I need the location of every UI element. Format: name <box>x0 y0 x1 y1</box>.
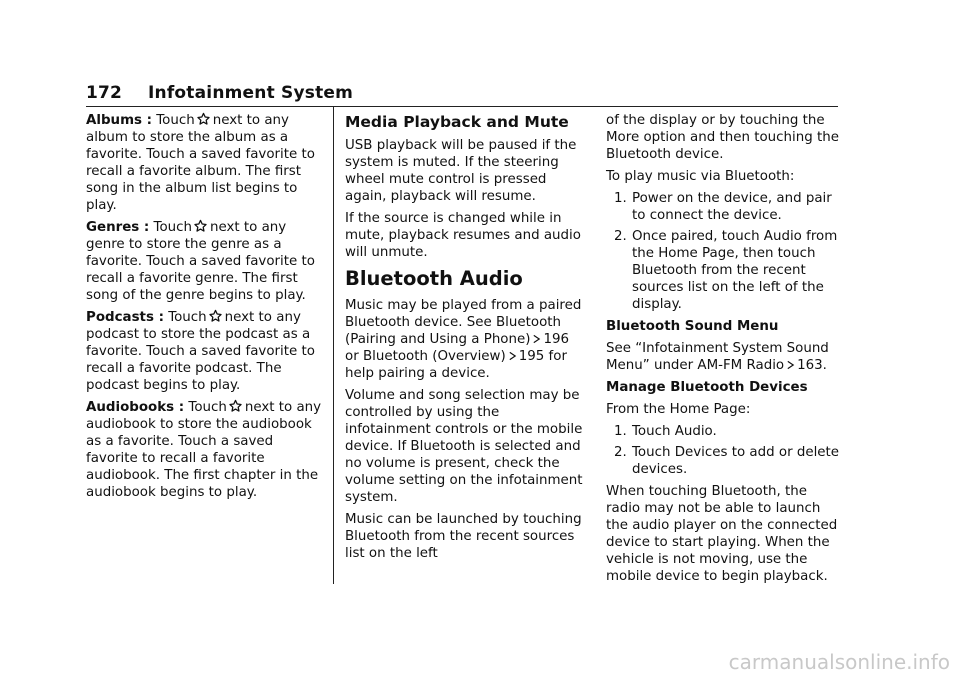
section-title: Infotainment System <box>148 83 354 103</box>
audiobooks-paragraph: Audiobooks : Touch next to any audiobook to store the audiobook as a favorite. Touch a saved favorite to recall a favorite audiobook. The first chapter in the audiobook begins to play. <box>86 400 322 500</box>
continued-paragraph: of the display or by touching the More option and then touching the Bluetooth device. <box>606 113 839 162</box>
star-outline-icon <box>193 219 208 233</box>
list-item: 2. Touch Devices to add or delete devices. <box>614 445 840 477</box>
list-item: 2. Once paired, touch Audio from the Home Page, then touch Bluetooth from the recent sources list on the left of the display. <box>614 229 838 312</box>
star-outline-icon <box>196 112 211 126</box>
podcasts-term: Podcasts : <box>86 310 164 325</box>
star-outline-icon <box>228 399 243 413</box>
final-paragraph: When touching Bluetooth, the radio may not be able to launch the audio player on the connected device to start playing. When the vehicle is not moving, use the mobile device to begin playback. <box>606 484 838 584</box>
podcasts-paragraph: Podcasts : Touch next to any podcast to store the podcast as a favorite. Touch a saved favorite to recall a favorite podcast. The podcast begins to play. <box>86 310 315 393</box>
list-item: 1. Power on the device, and pair to connect the device. <box>614 191 832 223</box>
bluetooth-audio-heading: Bluetooth Audio <box>345 267 523 290</box>
media-playback-heading: Media Playback and Mute <box>345 113 569 131</box>
manage-intro: From the Home Page: <box>606 402 751 417</box>
albums-term: Albums : <box>86 113 153 128</box>
column-divider <box>333 106 334 584</box>
cross-reference-arrow-icon <box>532 334 541 344</box>
manage-devices-subheading: Manage Bluetooth Devices <box>606 380 808 395</box>
manage-steps-list <box>606 423 842 478</box>
xref-page-195[interactable]: 195 <box>518 349 545 364</box>
column-right <box>606 112 842 590</box>
page-number: 172 <box>86 83 123 103</box>
genres-paragraph: Genres : Touch next to any genre to store the genre as a favorite. Touch a saved favorite to recall a favorite genre. The first song of the genre begins to play. <box>86 220 315 303</box>
media-paragraph-1: USB playback will be paused if the system is muted. If the steering wheel mute control is pressed again, playback will resume. <box>345 138 577 204</box>
watermark: carmanualsonline.info <box>728 650 950 674</box>
genres-term: Genres : <box>86 220 150 235</box>
column-middle <box>345 112 585 567</box>
audiobooks-term: Audiobooks : <box>86 400 185 415</box>
star-outline-icon <box>208 309 223 323</box>
cross-reference-arrow-icon <box>508 351 517 361</box>
bluetooth-paragraph-1: Music may be played from a paired Bluetooth device. See Bluetooth (Pairing and Using a Phone) 196 or Bluetooth (Overview) 195 for help pairing a device. <box>345 298 582 381</box>
albums-paragraph: Albums : Touch next to any album to store the album as a favorite. Touch a saved favorite to recall a favorite album. The first song in the album list begins to play. <box>86 113 315 213</box>
play-steps-list <box>606 190 842 313</box>
bluetooth-paragraph-2: Volume and song selection may be controlled by using the infotainment controls or the mobile device. If Bluetooth is selected and no volume is present, check the volume setting on the infotainment system. <box>345 388 583 505</box>
media-paragraph-2: If the source is changed while in mute, playback resumes and audio will unmute. <box>345 211 581 260</box>
column-left <box>86 112 322 506</box>
cross-reference-arrow-icon <box>786 360 795 370</box>
bluetooth-paragraph-3: Music can be launched by touching Bluetooth from the recent sources list on the left <box>345 512 582 561</box>
sound-menu-paragraph: See “Infotainment System Sound Menu” under AM-FM Radio 163. <box>606 341 829 373</box>
xref-page-196[interactable]: 196 <box>543 332 570 347</box>
xref-page-163[interactable]: 163. <box>797 358 827 373</box>
sound-menu-subheading: Bluetooth Sound Menu <box>606 319 779 334</box>
list-item: 1. Touch Audio. <box>614 424 717 439</box>
play-intro: To play music via Bluetooth: <box>606 169 795 184</box>
page-header <box>86 80 838 107</box>
